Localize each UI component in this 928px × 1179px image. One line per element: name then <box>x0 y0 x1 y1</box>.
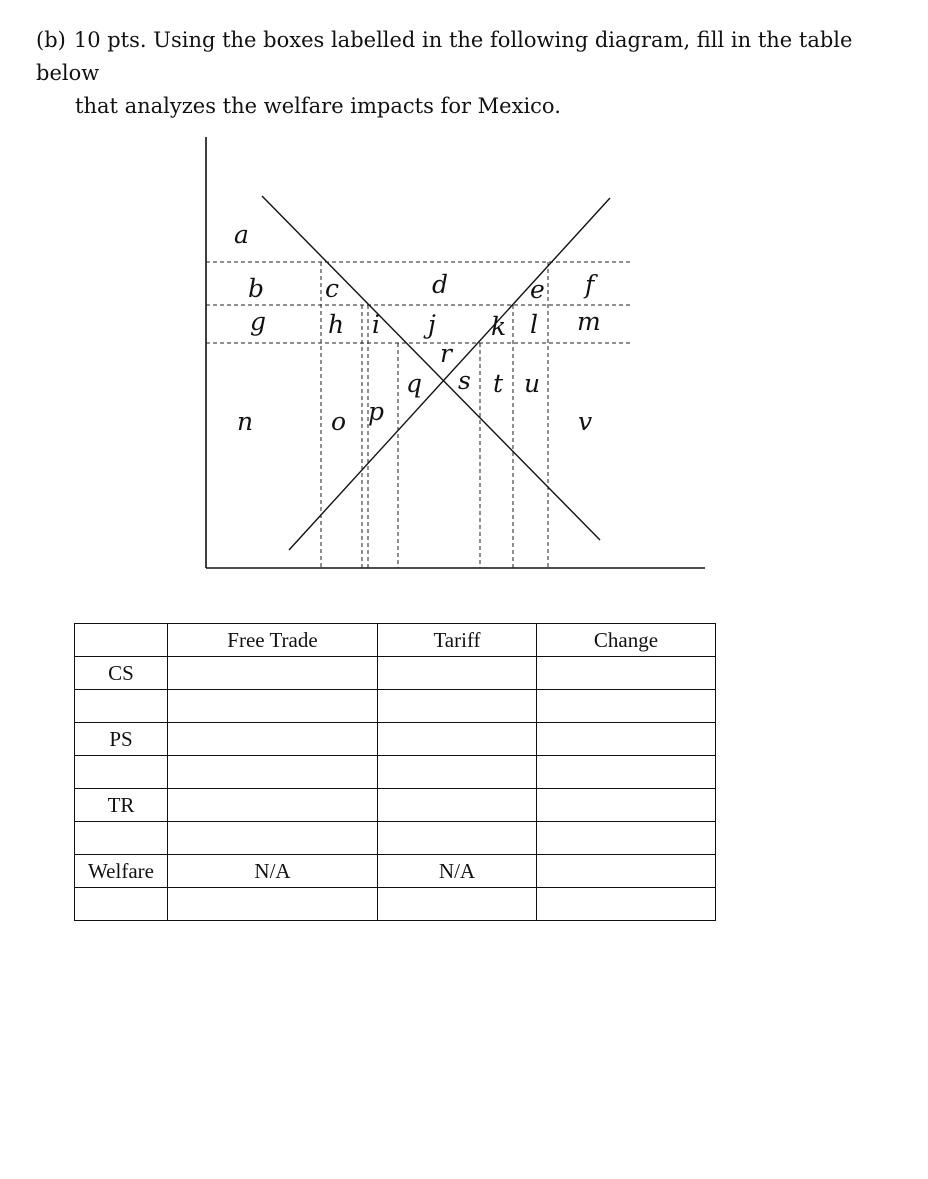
table-cell <box>75 822 168 855</box>
table-cell[interactable] <box>168 723 378 756</box>
table-cell[interactable] <box>537 789 716 822</box>
table-cell[interactable] <box>537 888 716 921</box>
table-cell[interactable] <box>378 657 537 690</box>
table-header-cell <box>75 624 168 657</box>
table-cell[interactable] <box>378 723 537 756</box>
label-d: d <box>432 270 449 299</box>
table-cell <box>75 756 168 789</box>
table-row <box>75 822 716 855</box>
table-cell[interactable] <box>168 756 378 789</box>
question-line-1-text: 10 pts. Using the boxes labelled in the following diagram, fill in the table below <box>36 28 853 85</box>
table-cell[interactable] <box>537 723 716 756</box>
table-cell: CS <box>75 657 168 690</box>
table-cell[interactable] <box>168 690 378 723</box>
table-cell[interactable] <box>537 855 716 888</box>
table-cell[interactable] <box>537 822 716 855</box>
label-u: u <box>524 369 541 398</box>
label-e: e <box>530 275 545 304</box>
table-row <box>75 690 716 723</box>
table-row <box>75 789 716 822</box>
table-cell: Welfare <box>75 855 168 888</box>
table-cell[interactable] <box>168 789 378 822</box>
table-cell <box>75 888 168 921</box>
table-cell[interactable] <box>168 888 378 921</box>
table-cell[interactable] <box>378 756 537 789</box>
table-row <box>75 888 716 921</box>
label-j: j <box>428 310 436 339</box>
table-cell[interactable] <box>168 822 378 855</box>
table-cell: TR <box>75 789 168 822</box>
table-cell[interactable] <box>168 657 378 690</box>
label-v: v <box>578 407 593 436</box>
table-cell <box>75 690 168 723</box>
label-l: l <box>530 310 538 339</box>
label-f: f <box>585 270 595 299</box>
label-a: a <box>234 220 249 249</box>
table-cell[interactable] <box>378 690 537 723</box>
label-o: o <box>331 407 347 436</box>
label-n: n <box>237 407 254 436</box>
table-cell[interactable] <box>378 888 537 921</box>
table-cell: N/A <box>378 855 537 888</box>
table-cell[interactable] <box>378 789 537 822</box>
supply-curve <box>289 198 610 550</box>
table-header-cell: Tariff <box>378 624 537 657</box>
table-row <box>75 657 716 690</box>
label-b: b <box>248 274 265 303</box>
table-header-cell: Change <box>537 624 716 657</box>
label-s: s <box>458 366 471 395</box>
table-row <box>75 723 716 756</box>
table-header-row <box>75 624 716 657</box>
label-p: p <box>368 397 385 426</box>
table-cell[interactable] <box>378 822 537 855</box>
label-r: r <box>440 339 452 368</box>
label-q: q <box>406 369 423 398</box>
table-header-cell: Free Trade <box>168 624 378 657</box>
label-k: k <box>491 312 507 341</box>
label-t: t <box>493 369 504 398</box>
demand-curve <box>262 196 600 540</box>
table-cell: N/A <box>168 855 378 888</box>
table-cell: PS <box>75 723 168 756</box>
table-cell[interactable] <box>537 690 716 723</box>
question-label: (b) <box>36 28 66 52</box>
label-m: m <box>577 307 601 336</box>
table-row <box>75 855 716 888</box>
table-cell[interactable] <box>537 657 716 690</box>
welfare-table <box>74 623 716 921</box>
label-h: h <box>328 310 345 339</box>
label-c: c <box>325 274 340 303</box>
label-i: i <box>372 310 380 339</box>
table-cell[interactable] <box>537 756 716 789</box>
label-g: g <box>250 307 267 336</box>
question-line-2: that analyzes the welfare impacts for Mexico. <box>75 94 561 118</box>
table-row <box>75 756 716 789</box>
